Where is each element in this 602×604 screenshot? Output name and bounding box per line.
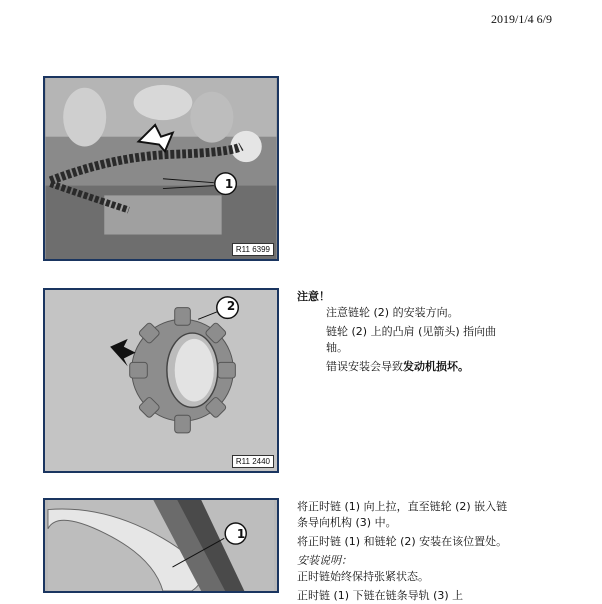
callout-1: 1: [224, 177, 234, 191]
callout-1-fig3: 1: [236, 527, 246, 541]
note-line-2: 链轮 (2) 上的凸肩 (见箭头) 指向曲: [326, 325, 497, 338]
install-label: 安装说明：: [297, 554, 352, 567]
note-heading: 注意！: [297, 290, 330, 303]
page-stamp: 2019/1/4 6/9: [490, 12, 552, 26]
sprocket-illustration: [45, 290, 277, 471]
note-line-2b: 轴。: [326, 341, 348, 354]
step-1: 将正时链 (1) 向上拉，直至链轮 (2) 嵌入链: [297, 500, 508, 513]
callout-2: 2: [226, 299, 236, 313]
chain-guide-illustration: [45, 500, 277, 591]
step-1b: 条导向机构 (3) 中。: [297, 516, 397, 529]
figure-ref-r11-6399: R11 6399: [232, 243, 274, 256]
step-4: 正时链 (1) 下链在链条导轨 (3) 上: [297, 589, 464, 602]
step-3: 正时链始终保持张紧状态。: [297, 570, 429, 583]
note-block: [297, 289, 496, 375]
chain-guide-photo: [43, 498, 279, 593]
steps-block: [297, 499, 507, 604]
engine-photo-illustration: [45, 78, 277, 259]
sprocket-photo: [43, 288, 279, 473]
note-line-1: 注意链轮 (2) 的安装方向。: [326, 306, 459, 319]
note-line-3: [297, 359, 496, 375]
step-2: 将正时链 (1) 和链轮 (2) 安装在该位置处。: [297, 535, 508, 548]
note-line-3b: 发动机损坏。: [403, 360, 469, 373]
engine-timing-chain-photo: [43, 76, 279, 261]
note-line-3a: 错误安装会导致: [326, 360, 403, 373]
figure-ref-r11-2440: R11 2440: [232, 455, 274, 468]
